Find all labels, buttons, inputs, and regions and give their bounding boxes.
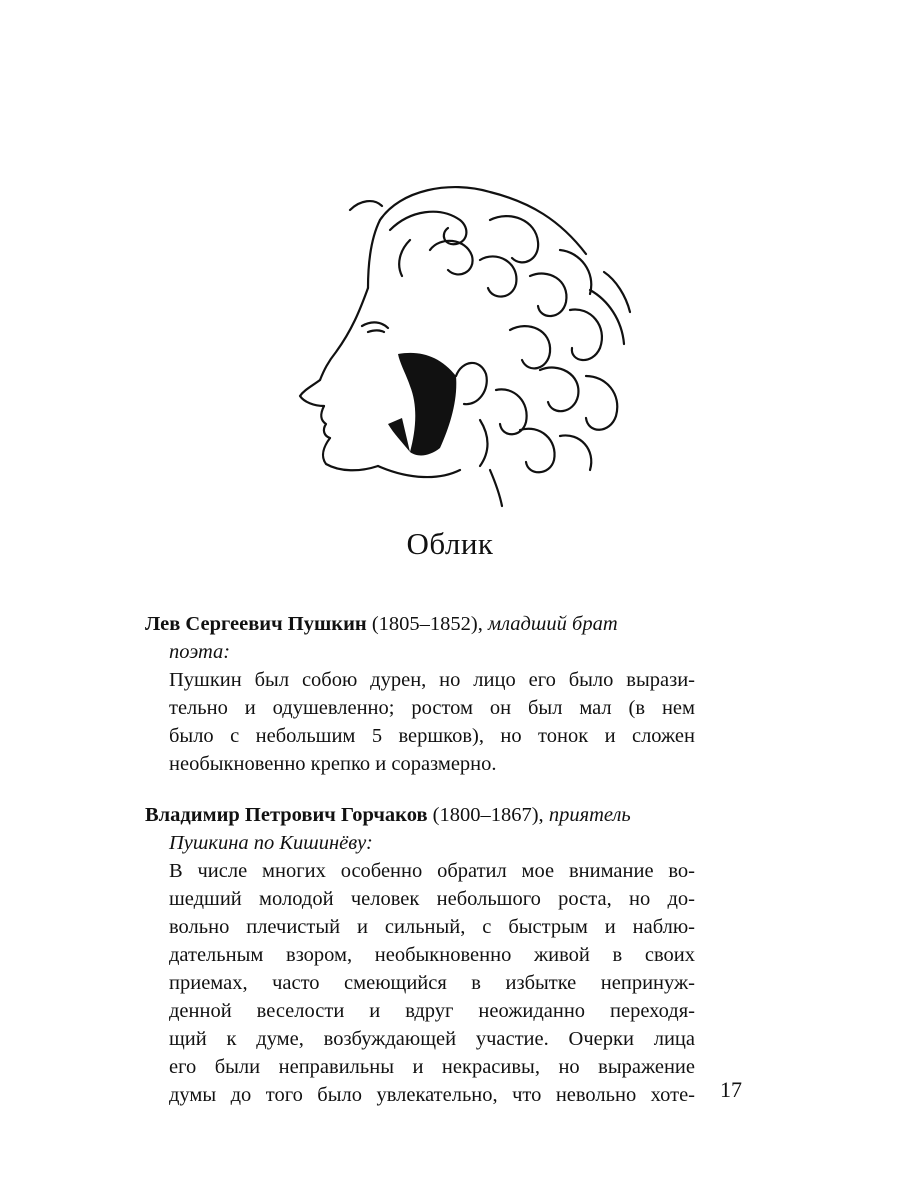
author-name: Владимир Петрович Горчаков [145, 804, 428, 826]
quote-line: В числе многих особенно обратил мое внимание во- [169, 860, 695, 882]
quote-line: Пушкин был собою дурен, но лицо его было вырази- [169, 669, 695, 691]
author-role: младший брат [488, 613, 618, 635]
quote-line: денной веселости и вдруг неожиданно переходя- [169, 1000, 695, 1022]
quote-line: дательным взором, необыкновенно живой в своих [169, 944, 695, 966]
quote-line: приемах, часто смеющийся в избытке непринуж- [169, 972, 695, 994]
quote-line: шедший молодой человек небольшого роста, но до- [169, 888, 695, 910]
quote-line: думы до того было увлекательно, что невольно хоте- [169, 1084, 695, 1106]
author-role-continued: Пушкина по Кишинёву: [169, 832, 373, 854]
quote-line: тельно и одушевленно; ростом он был мал (в нем [169, 697, 695, 719]
author-dates: (1805–1852), [371, 613, 483, 635]
entry-header [145, 610, 695, 638]
quote-line: его были неправильны и некрасивы, но выражение [169, 1056, 695, 1078]
quote-text [145, 666, 695, 778]
author-role: приятель [548, 804, 631, 826]
author-dates: (1800–1867), [432, 804, 544, 826]
entry-header [145, 801, 695, 829]
quote-line: щий к думе, возбуждающей участие. Очерки лица [169, 1028, 695, 1050]
quote-line: вольно плечистый и сильный, с быстрым и наблю- [169, 916, 695, 938]
author-name: Лев Сергеевич Пушкин [145, 613, 367, 635]
chapter-title: Облик [406, 526, 494, 561]
quote-entry [145, 801, 695, 1109]
portrait-sketch-illustration [290, 180, 650, 510]
page-number: 17 [720, 1077, 742, 1102]
quote-line: было с небольшим 5 вершков), но тонок и сложен [169, 725, 695, 747]
quote-line: необыкновенно крепко и соразмерно. [169, 753, 497, 775]
quote-text [145, 857, 695, 1109]
author-role-continued: поэта: [169, 641, 231, 663]
quote-entry [145, 610, 695, 778]
